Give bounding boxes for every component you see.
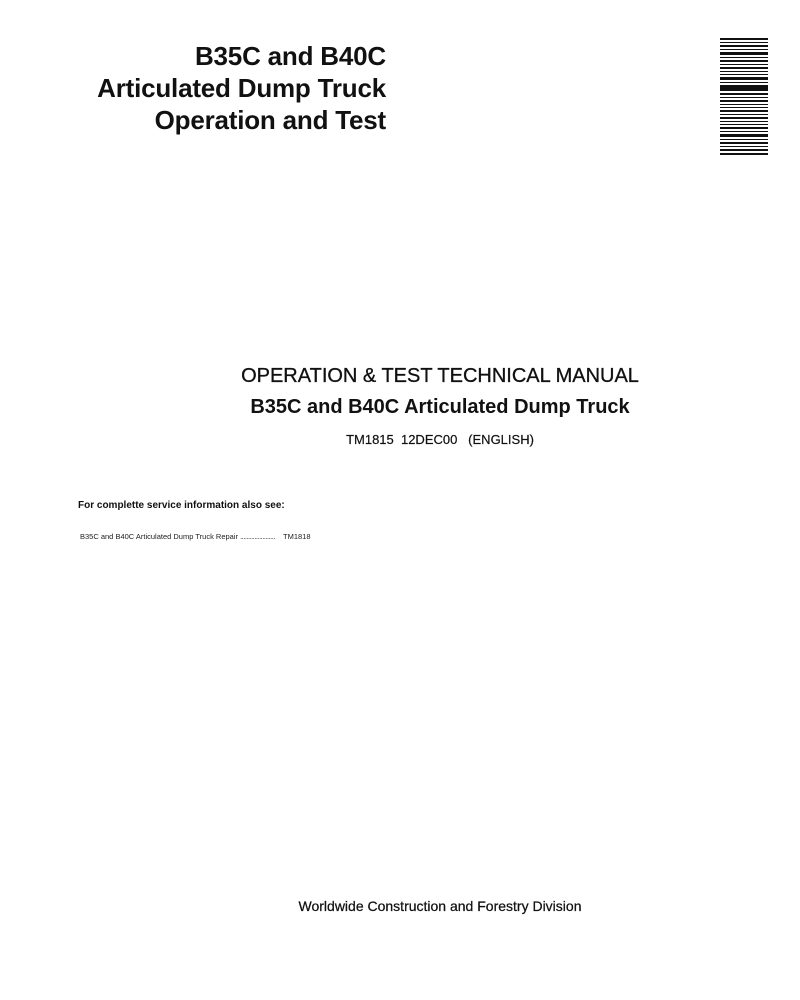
barcode-bar — [720, 64, 768, 65]
division-name: Worldwide Construction and Forestry Division — [298, 898, 582, 914]
barcode-bar — [720, 97, 768, 98]
barcode-bar — [720, 85, 768, 91]
see-also-item — [80, 532, 311, 542]
cover-title-line-3: Operation and Test — [154, 105, 386, 135]
barcode-bar — [720, 42, 768, 43]
see-also-heading: For complette service information also see: — [78, 500, 285, 511]
manual-code-line: TM1815 12DEC00 (ENGLISH) — [346, 432, 534, 447]
see-also-item-leader: ...................... — [240, 532, 275, 541]
barcode-bar — [720, 134, 768, 137]
cover-title-line-1: B35C and B40C — [194, 41, 386, 71]
barcode-bar — [720, 153, 768, 155]
barcode-bar — [720, 121, 768, 122]
barcode-bar — [720, 67, 768, 69]
manual-subheading: B35C and B40C Articulated Dump Truck — [250, 396, 630, 418]
barcode-bar — [720, 117, 768, 119]
barcode-bar — [720, 93, 768, 95]
manual-heading: OPERATION & TEST TECHNICAL MANUAL — [241, 365, 639, 387]
barcode-bar — [720, 139, 768, 140]
see-also-item-code: TM1818 — [283, 532, 311, 541]
barcode-bar — [720, 38, 768, 40]
barcode-bar — [720, 45, 768, 47]
barcode-bar — [720, 142, 768, 144]
barcode-bar — [720, 146, 768, 147]
barcode-bar — [720, 60, 768, 62]
barcode-bar — [720, 71, 768, 72]
barcode-bar — [720, 110, 768, 112]
barcode-bar — [720, 57, 768, 58]
barcode-bar — [720, 104, 768, 105]
barcode-bar — [720, 74, 768, 75]
see-also-section — [78, 499, 311, 542]
barcode-bar — [720, 100, 768, 102]
barcode-bar — [720, 107, 768, 108]
see-also-item-title: B35C and B40C Articulated Dump Truck Repair — [80, 532, 238, 541]
manual-identification — [0, 361, 800, 449]
barcode-bar — [720, 149, 768, 151]
barcode-bar — [720, 131, 768, 132]
barcode-bar — [720, 127, 768, 129]
barcode-bar — [720, 77, 768, 80]
barcode-bar — [720, 52, 768, 55]
barcode-bar — [720, 49, 768, 50]
barcode-bar — [720, 82, 768, 83]
cover-title-block — [97, 40, 386, 136]
barcode-bar — [720, 114, 768, 115]
cover-title-line-2: Articulated Dump Truck — [97, 73, 386, 103]
barcode-bar — [720, 124, 768, 125]
barcode — [720, 38, 768, 156]
